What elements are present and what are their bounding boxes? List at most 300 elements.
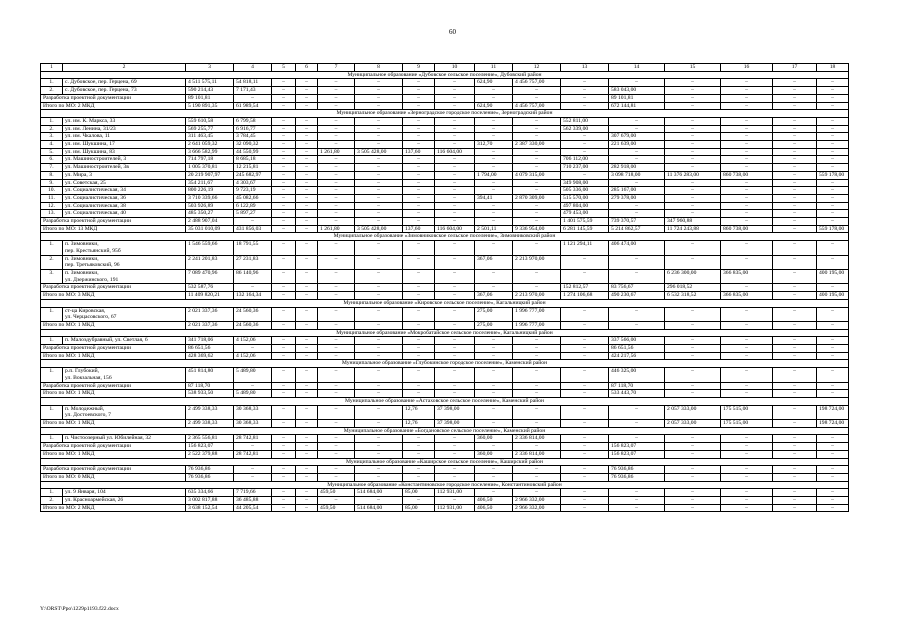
table-cell: – [318, 466, 355, 474]
table-cell: – [296, 269, 318, 283]
table-cell: – [272, 420, 296, 428]
table-cell: – [355, 133, 403, 141]
table-cell: – [513, 202, 561, 210]
table-row [41, 435, 849, 443]
table-cell: 311 463,45 [186, 133, 234, 141]
table-cell: 1 261,80 [318, 225, 355, 233]
table-cell: – [435, 255, 475, 269]
table-cell: 12,76 [403, 420, 435, 428]
table-cell: – [234, 443, 272, 451]
table-cell: – [475, 156, 513, 164]
table-cell: – [435, 337, 475, 345]
table-row [41, 307, 849, 321]
table-cell: – [561, 79, 609, 87]
table-cell: 3 710 339,66 [186, 194, 234, 202]
table-row [41, 194, 849, 202]
table-cell: – [272, 156, 296, 164]
table-cell: – [561, 489, 609, 497]
table-cell: – [817, 125, 849, 133]
table-cell: – [296, 117, 318, 125]
table-cell: – [721, 102, 773, 110]
table-cell: – [609, 79, 665, 87]
table-cell: – [665, 489, 721, 497]
table-cell: Разработка проектной документации [41, 382, 186, 390]
table-cell: 1 274 106,68 [561, 292, 609, 300]
table-cell: – [272, 102, 296, 110]
table-cell: – [435, 171, 475, 179]
table-cell: – [355, 156, 403, 164]
table-cell: 11 724 243,88 [665, 225, 721, 233]
table-cell: – [475, 117, 513, 125]
table-cell: – [296, 443, 318, 451]
table-cell: – [721, 352, 773, 360]
table-cell: – [403, 87, 435, 95]
table-cell: 406 474,00 [609, 241, 665, 255]
table-row [41, 202, 849, 210]
table-cell: – [272, 269, 296, 283]
table-cell: – [513, 164, 561, 172]
table-cell: – [435, 352, 475, 360]
table-cell: 1 005 370,81 [186, 164, 234, 172]
table-cell: 137,60 [403, 225, 435, 233]
table-cell: – [318, 420, 355, 428]
table-cell: – [296, 321, 318, 329]
table-cell: – [665, 79, 721, 87]
table-cell: – [403, 337, 435, 345]
table-cell: – [609, 148, 665, 156]
table-cell: 1 996 777,00 [513, 321, 561, 329]
column-header: 18 [817, 64, 849, 72]
table-row [41, 164, 849, 172]
summary-row [41, 466, 849, 474]
table-cell: 156 823,07 [609, 450, 665, 458]
table-cell: – [773, 241, 817, 255]
table-cell: 9. [41, 179, 63, 187]
table-cell: 4 152,06 [234, 337, 272, 345]
table-cell: 860 738,00 [721, 171, 773, 179]
table-cell: – [403, 187, 435, 195]
table-cell: – [318, 117, 355, 125]
table-cell: 86 140,96 [234, 269, 272, 283]
table-cell: – [817, 194, 849, 202]
table-cell: 505 336,00 [561, 187, 609, 195]
table-cell: – [475, 148, 513, 156]
table-cell: 76 936,86 [186, 473, 234, 481]
table-cell: – [318, 405, 355, 419]
table-cell: – [721, 390, 773, 398]
table-cell: – [435, 382, 475, 390]
table-cell: – [355, 102, 403, 110]
table-cell: – [475, 94, 513, 102]
summary-row [41, 218, 849, 226]
table-cell: – [475, 218, 513, 226]
column-header: 3 [186, 64, 234, 72]
table-cell: 2 870 309,00 [513, 194, 561, 202]
table-cell: 800 226,19 [186, 187, 234, 195]
table-cell: – [817, 79, 849, 87]
table-cell: – [272, 466, 296, 474]
table-cell: 1 546 559,66 [186, 241, 234, 255]
table-cell: – [773, 156, 817, 164]
table-cell: – [773, 497, 817, 505]
table-cell: – [234, 284, 272, 292]
table-cell: – [721, 117, 773, 125]
column-header-row [41, 64, 849, 72]
table-cell: 198 724,00 [817, 420, 849, 428]
table-cell: – [403, 443, 435, 451]
table-cell: – [475, 390, 513, 398]
table-cell: – [318, 125, 355, 133]
table-cell: – [435, 435, 475, 443]
table-cell: – [721, 489, 773, 497]
table-cell: Итого по МО: 1 МКД [41, 352, 186, 360]
table-cell: 3. [41, 269, 63, 283]
table-cell: – [355, 337, 403, 345]
table-cell: – [817, 337, 849, 345]
table-cell: Муниципальное образование «Кировское сельское поселение», Кагальницкий район [41, 299, 849, 307]
table-cell: – [403, 255, 435, 269]
table-cell: 12. [41, 202, 63, 210]
table-cell: Муниципальное образование «Каширское сельское поселение», Каширский район [41, 458, 849, 466]
table-cell: – [513, 420, 561, 428]
table-cell: – [721, 241, 773, 255]
table-cell: 3 098 718,00 [609, 171, 665, 179]
table-row [41, 187, 849, 195]
table-row [41, 79, 849, 87]
table-cell: – [296, 292, 318, 300]
table-cell: – [721, 133, 773, 141]
table-cell: – [272, 504, 296, 512]
summary-row [41, 390, 849, 398]
table-cell: 559 178,00 [817, 225, 849, 233]
table-cell: 424 217,56 [609, 352, 665, 360]
table-cell: 86 651,56 [186, 345, 234, 353]
table-cell: – [721, 255, 773, 269]
table-cell: – [513, 405, 561, 419]
table-cell: – [513, 241, 561, 255]
table-cell: 5. [41, 148, 63, 156]
table-cell: ул. Мира, 3 [63, 171, 186, 179]
table-cell: – [475, 345, 513, 353]
table-cell: п. Молодежный, ул. Достоевского, 7 [63, 405, 186, 419]
table-cell: – [609, 321, 665, 329]
table-cell: 11 409 820,21 [186, 292, 234, 300]
table-cell: – [355, 241, 403, 255]
table-cell: – [561, 497, 609, 505]
table-cell: 2 387 330,00 [513, 141, 561, 149]
table-cell: 279 378,00 [609, 194, 665, 202]
table-cell: 739 370,57 [609, 218, 665, 226]
table-cell: – [817, 466, 849, 474]
table-cell: – [561, 321, 609, 329]
table-cell: – [403, 284, 435, 292]
table-cell: 4 456 757,00 [513, 79, 561, 87]
table-cell: – [513, 390, 561, 398]
table-cell: – [721, 141, 773, 149]
table-cell: – [561, 390, 609, 398]
table-cell: 590 214,43 [186, 87, 234, 95]
table-cell: – [475, 368, 513, 382]
table-row [41, 125, 849, 133]
table-cell: – [773, 202, 817, 210]
table-cell: – [475, 337, 513, 345]
table-cell: – [773, 269, 817, 283]
table-cell: – [318, 202, 355, 210]
table-cell: 1. [41, 79, 63, 87]
table-cell: – [435, 466, 475, 474]
table-cell: – [475, 473, 513, 481]
table-cell: ул. Социалистическая, 38 [63, 202, 186, 210]
table-cell: – [817, 255, 849, 269]
table-cell: 1. [41, 435, 63, 443]
table-cell: 198 724,00 [817, 405, 849, 419]
section-header-row [41, 110, 849, 118]
table-cell: – [355, 171, 403, 179]
table-cell: – [561, 420, 609, 428]
table-cell: 54 818,11 [234, 79, 272, 87]
table-cell: – [665, 141, 721, 149]
table-cell: – [318, 450, 355, 458]
table-cell: 1 794,00 [475, 171, 513, 179]
table-cell: 479 453,00 [561, 210, 609, 218]
summary-row [41, 321, 849, 329]
table-cell: – [403, 79, 435, 87]
table-cell: 367,06 [475, 292, 513, 300]
table-cell: 6 799,58 [234, 117, 272, 125]
table-cell: – [721, 504, 773, 512]
table-cell: – [296, 225, 318, 233]
table-cell: – [296, 420, 318, 428]
table-cell: – [665, 382, 721, 390]
table-cell: 307 679,00 [609, 133, 665, 141]
table-cell: 446 325,00 [609, 368, 665, 382]
table-cell: – [513, 489, 561, 497]
table-cell: – [773, 164, 817, 172]
table-cell: – [561, 435, 609, 443]
table-cell: 32 090,32 [234, 141, 272, 149]
table-cell: 490 230,67 [609, 292, 665, 300]
table-cell: – [475, 352, 513, 360]
table-cell: – [435, 345, 475, 353]
table-cell: – [665, 241, 721, 255]
table-cell: – [318, 390, 355, 398]
table-cell: – [435, 202, 475, 210]
table-cell: 1 121 294,11 [561, 241, 609, 255]
column-header: 1 [41, 64, 63, 72]
table-cell: – [561, 94, 609, 102]
table-cell: р.п. Глубокий, ул. Вокзальная, 156 [63, 368, 186, 382]
column-header: 12 [513, 64, 561, 72]
table-cell: 175 515,00 [721, 420, 773, 428]
table-cell: – [475, 87, 513, 95]
table-cell: – [773, 489, 817, 497]
table-row [41, 489, 849, 497]
table-cell: – [665, 125, 721, 133]
table-cell: 2 213 970,00 [513, 292, 561, 300]
table-cell: Муниципальное образование «Дубовское сельское поселение», Дубовский район [41, 71, 849, 79]
table-cell: – [272, 450, 296, 458]
table-cell: – [272, 194, 296, 202]
table-cell: – [296, 382, 318, 390]
column-header: 11 [475, 64, 513, 72]
table-cell: 569 255,77 [186, 125, 234, 133]
table-cell: – [355, 368, 403, 382]
table-cell: – [435, 292, 475, 300]
table-cell: 175 515,00 [721, 405, 773, 419]
table-cell: – [721, 94, 773, 102]
table-cell: – [234, 473, 272, 481]
table-cell: – [355, 117, 403, 125]
table-cell: Итого по МО: 2 МКД [41, 504, 186, 512]
table-cell: 37 398,00 [435, 420, 475, 428]
table-cell: – [817, 382, 849, 390]
table-cell: – [665, 443, 721, 451]
table-cell: 1. [41, 489, 63, 497]
table-cell: – [272, 171, 296, 179]
table-cell: 12 215,81 [234, 164, 272, 172]
summary-row [41, 382, 849, 390]
table-cell: – [318, 156, 355, 164]
file-path-footer: Y:\ORST\Ppo\1229p1193.f22.docx [40, 606, 119, 612]
table-cell: – [609, 156, 665, 164]
budget-table [40, 63, 849, 512]
table-cell: – [475, 202, 513, 210]
table-cell: ул. им. Шукшина, 17 [63, 141, 186, 149]
table-cell: – [435, 368, 475, 382]
column-header: 4 [234, 64, 272, 72]
table-cell: – [561, 148, 609, 156]
table-cell: – [355, 210, 403, 218]
table-cell: – [318, 352, 355, 360]
table-cell: 2. [41, 87, 63, 95]
table-cell: – [773, 450, 817, 458]
table-cell: – [817, 148, 849, 156]
table-cell: – [403, 382, 435, 390]
table-cell: – [665, 202, 721, 210]
table-cell: – [513, 473, 561, 481]
column-header: 16 [721, 64, 773, 72]
table-cell: – [665, 473, 721, 481]
table-cell: – [435, 497, 475, 505]
table-cell: 2 966 332,00 [513, 504, 561, 512]
table-cell: – [817, 202, 849, 210]
table-cell: – [773, 148, 817, 156]
table-cell: – [773, 94, 817, 102]
table-cell: 35 031 010,09 [186, 225, 234, 233]
table-cell: – [318, 141, 355, 149]
table-cell: – [355, 218, 403, 226]
table-cell: 6 281 145,59 [561, 225, 609, 233]
table-cell: 366 835,00 [721, 269, 773, 283]
table-cell: – [721, 345, 773, 353]
table-cell: – [513, 117, 561, 125]
table-cell: 400 195,00 [817, 269, 849, 283]
table-cell: – [609, 255, 665, 269]
table-cell: Муниципальное образование «Глубокинское городское поселение», Каменский район [41, 360, 849, 368]
table-cell: 2 336 814,00 [513, 450, 561, 458]
table-cell: 221 639,00 [609, 141, 665, 149]
table-cell: Итого по МО: 0 МКД [41, 473, 186, 481]
table-cell: – [721, 443, 773, 451]
table-cell: – [435, 79, 475, 87]
table-cell: – [272, 390, 296, 398]
table-cell: 3 666 582,99 [186, 148, 234, 156]
table-cell: – [355, 202, 403, 210]
table-cell: 156 823,07 [609, 443, 665, 451]
table-cell: – [296, 390, 318, 398]
table-cell: – [355, 307, 403, 321]
table-cell: 2 241 201,83 [186, 255, 234, 269]
summary-row [41, 450, 849, 458]
table-cell: – [296, 141, 318, 149]
table-cell: – [272, 202, 296, 210]
table-cell: – [817, 307, 849, 321]
table-cell: – [272, 368, 296, 382]
table-cell: – [609, 504, 665, 512]
table-cell: – [721, 194, 773, 202]
table-cell: 431 856,03 [234, 225, 272, 233]
table-cell: 533 443,70 [609, 390, 665, 398]
table-cell: 451 814,80 [186, 368, 234, 382]
table-cell: – [296, 179, 318, 187]
table-cell: 18 791,55 [234, 241, 272, 255]
table-cell: 2 021 337,36 [186, 307, 234, 321]
table-cell: 2. [41, 497, 63, 505]
table-cell: 1. [41, 368, 63, 382]
table-cell: п. Зимовники, пер. Крестьянский, 95б [63, 241, 186, 255]
table-cell: – [272, 148, 296, 156]
table-cell: – [773, 218, 817, 226]
table-cell: 1. [41, 117, 63, 125]
table-cell: – [403, 345, 435, 353]
table-cell: 245 682,97 [234, 171, 272, 179]
table-cell: – [272, 405, 296, 419]
table-cell: – [721, 156, 773, 164]
table-cell: – [721, 179, 773, 187]
table-cell: – [773, 171, 817, 179]
table-cell: – [403, 450, 435, 458]
table-cell: 710 237,00 [561, 164, 609, 172]
table-cell: 112 931,00 [435, 504, 475, 512]
table-cell: 400 195,00 [817, 292, 849, 300]
table-cell: 89 101,81 [186, 94, 234, 102]
table-cell: – [403, 141, 435, 149]
table-cell: – [817, 117, 849, 125]
table-cell: – [773, 405, 817, 419]
table-cell: 7. [41, 164, 63, 172]
table-cell: 2 499 338,33 [186, 405, 234, 419]
table-cell: – [355, 497, 403, 505]
table-cell: – [318, 179, 355, 187]
table-cell: – [403, 179, 435, 187]
table-cell: – [721, 79, 773, 87]
table-cell: – [561, 255, 609, 269]
table-cell: 341 718,06 [186, 337, 234, 345]
table-cell: – [475, 382, 513, 390]
table-cell: 2 213 970,00 [513, 255, 561, 269]
table-cell: – [435, 307, 475, 321]
table-cell: – [403, 241, 435, 255]
table-cell: – [665, 133, 721, 141]
table-cell: – [272, 284, 296, 292]
table-cell: – [513, 284, 561, 292]
table-cell: – [817, 102, 849, 110]
table-cell: – [513, 187, 561, 195]
table-cell: 532 587,76 [186, 284, 234, 292]
table-cell: 76 936,86 [609, 466, 665, 474]
table-cell: – [435, 94, 475, 102]
table-cell: ул. Красноармейская, 26 [63, 497, 186, 505]
